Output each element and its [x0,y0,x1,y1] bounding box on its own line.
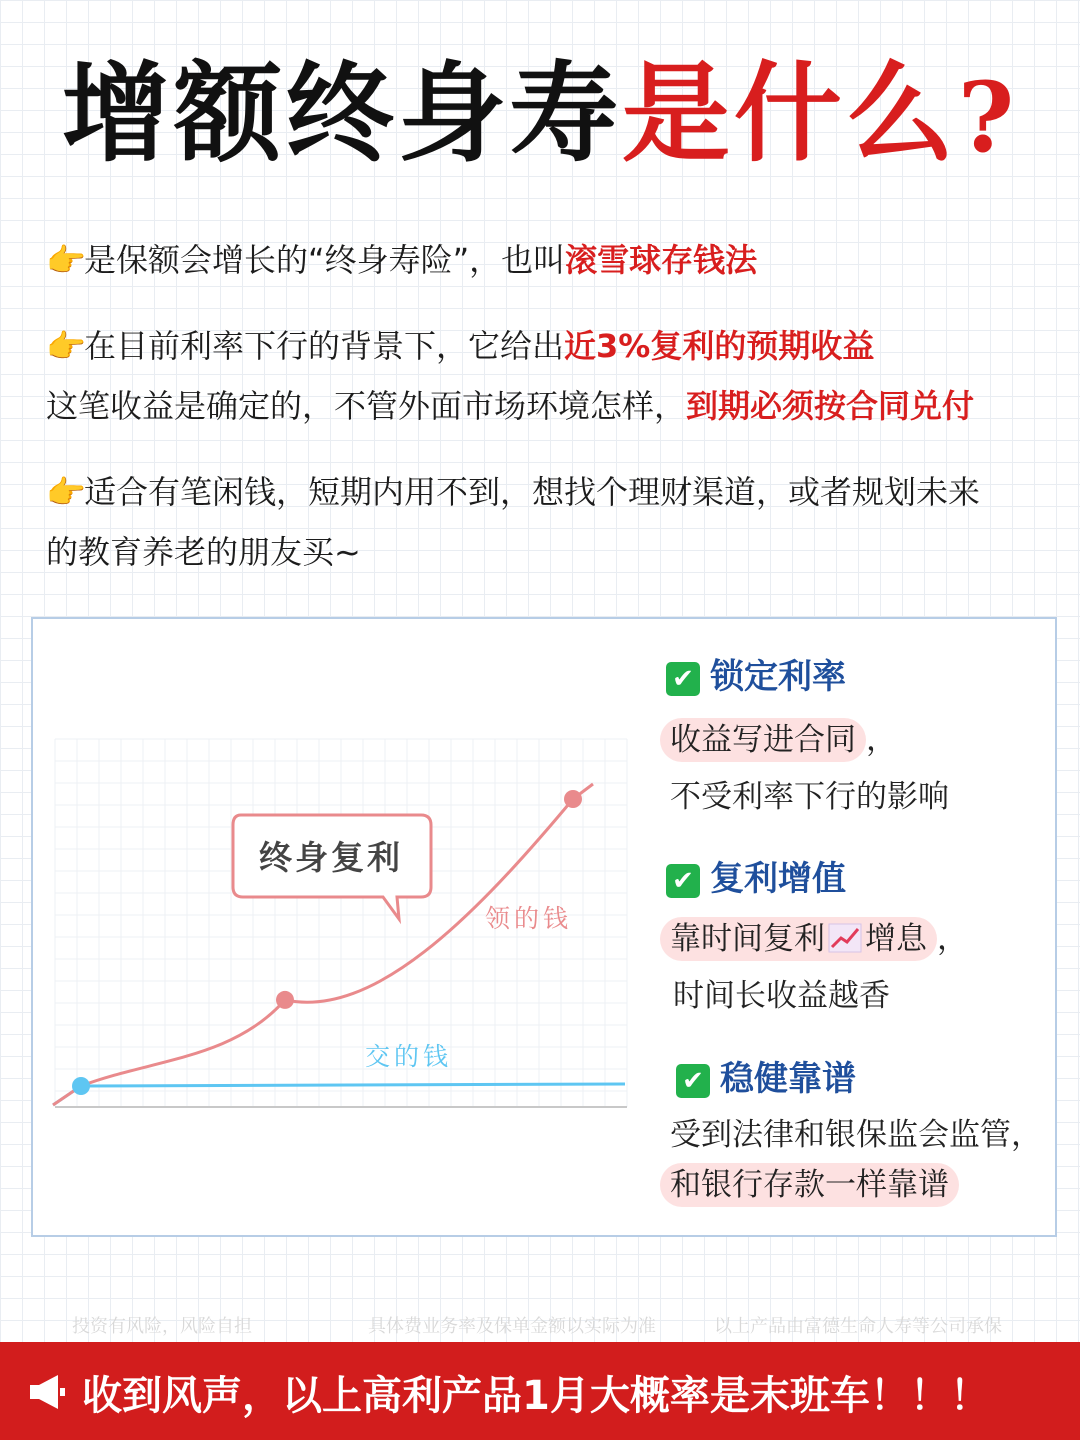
feature-1-line2: 不受利率下行的影响 [670,779,949,815]
feature-3-line2 [660,1159,959,1204]
trend-chart-icon [828,923,862,953]
feature-1-line1 [660,714,897,759]
check-icon: ✔ [666,662,700,696]
feature-1-title-text: 锁定利率 [710,657,846,697]
series-label-paid: 交的钱 [365,1042,453,1071]
feature-2-line1 [660,913,968,958]
feature-2-suffix: ， [937,921,968,957]
paragraph-3-highlight: 到期必须按合同兑付 [686,387,975,425]
title-question: ? [957,61,1019,174]
paragraph-1 [46,230,1056,290]
feature-1-pill: 收益写进合同 [660,718,866,762]
feature-3-line1: 受到法律和银保监会监管， [670,1117,1042,1153]
bubble-label: 终身复利 [259,838,403,877]
feature-2-line2: 时间长收益越香 [673,978,890,1014]
pointing-hand-icon: 👉 [46,327,86,365]
paragraph-3-text: 这笔收益是确定的，不管外面市场环境怎样， [46,387,687,425]
growth-chart [33,619,653,1219]
banner-text: 收到风声，以上高利产品1月大概率是末班车！！！ [82,1373,990,1419]
feature-3-title-text: 稳健靠谱 [720,1059,856,1099]
feature-2-title [666,851,846,900]
paragraph-3 [46,376,1056,436]
paragraph-4-cont [46,522,1056,582]
paragraph-4-line1: 适合有笔闲钱，短期内用不到，想找个理财渠道，或者规划未来 [84,473,981,511]
feature-2-pill-a: 靠时间复利 [670,921,825,957]
feature-2-pill-b: 增息 [865,921,927,957]
feature-3-title [676,1051,856,1100]
feature-3-pill: 和银行存款一样靠谱 [660,1163,959,1207]
paragraph-1-highlight: 滚雪球存钱法 [565,241,758,279]
bottom-banner [0,1342,1080,1440]
paragraph-2 [46,316,1056,376]
page-title [0,52,1080,178]
paragraph-4 [46,462,1056,522]
pointing-hand-icon: 👉 [46,473,86,511]
pointing-hand-icon: 👉 [46,241,86,279]
paragraph-1-text: 是保额会增长的“终身寿险”，也叫 [84,241,566,279]
paragraph-4-line2: 的教育养老的朋友买~ [46,533,361,571]
paragraph-2-text: 在目前利率下行的背景下，它给出 [84,327,565,365]
check-icon: ✔ [676,1064,710,1098]
series-label-received: 领的钱 [485,904,573,933]
disclaimer-1: 投资有风险，风险自担 [72,1316,252,1337]
title-black: 增额终身寿 [61,52,622,177]
data-point-mid [276,991,294,1009]
data-point-start [72,1077,90,1095]
feature-1-suffix: ， [866,722,897,758]
megaphone-icon [28,1372,72,1412]
data-point-end [564,790,582,808]
check-icon: ✔ [666,864,700,898]
feature-2-title-text: 复利增值 [710,859,846,899]
info-panel [31,617,1057,1237]
feature-1-title [666,649,846,698]
feature-2-pill [660,917,937,961]
disclaimer-3: 以上产品由富德生命人寿等公司承保 [714,1316,1002,1337]
disclaimer-2: 具体费业务率及保单金额以实际为准 [368,1316,656,1337]
paragraph-2-highlight: 近3%复利的预期收益 [564,327,875,365]
title-red: 是什么 [621,52,958,177]
